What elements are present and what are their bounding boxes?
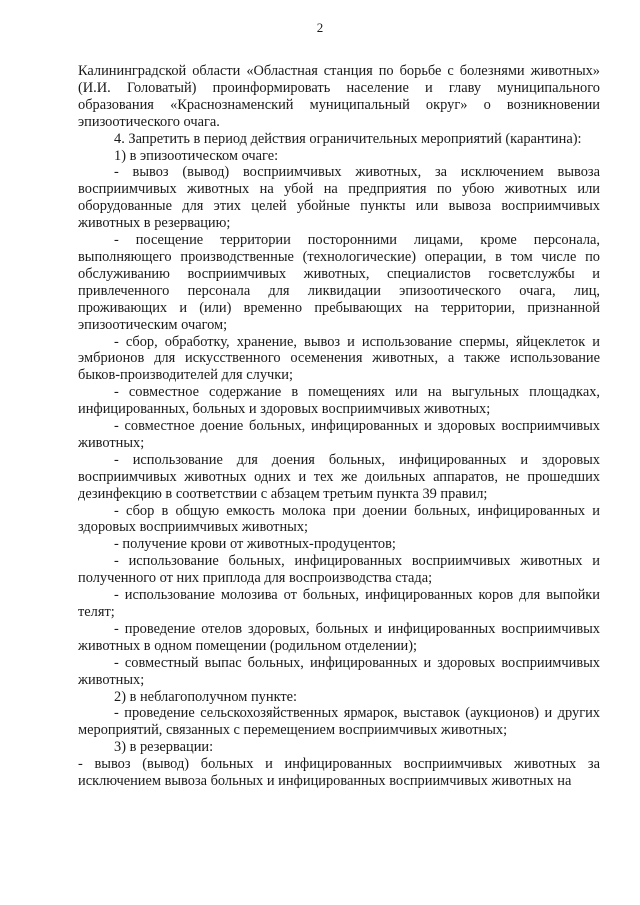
paragraph: 3) в резервации: xyxy=(114,739,214,756)
paragraph: - вывоз (вывод) восприимчивых животных, за исключением вывоза восприимчивых животных на убой на предприятия по убою животных или оборудованные для этих целей убойные пункты или вывоза восприимчивых животных в резервацию; xyxy=(78,164,600,232)
paragraph: - использование больных, инфицированных восприимчивых животных и полученного от них приплода для воспроизводства стада; xyxy=(78,553,600,587)
paragraph: 4. Запретить в период действия ограничительных мероприятий (карантина): xyxy=(114,130,582,147)
page-number: 2 xyxy=(316,20,324,35)
paragraph: - сбор в общую емкость молока при доении больных, инфицированных и здоровых восприимчивых животных; xyxy=(78,502,600,536)
paragraph: - получение крови от животных-продуцентов; xyxy=(114,536,396,553)
paragraph: - совместный выпас больных, инфицированных и здоровых восприимчивых животных; xyxy=(78,654,600,688)
paragraph: 2) в неблагополучном пункте: xyxy=(114,688,298,705)
paragraph: - вывоз (вывод) больных и инфицированных восприимчивых животных за исключением вывоза больных и инфицированных восприимчивых животных на xyxy=(78,756,600,790)
paragraph: - совместное содержание в помещениях или на выгульных площадках, инфицированных, больных и здоровых восприимчивых животных; xyxy=(78,384,600,418)
paragraph: - сбор, обработку, хранение, вывоз и использование спермы, яйцеклеток и эмбрионов для искусственного осеменения животных, а также использование быков-производителей для случки; xyxy=(78,333,600,384)
paragraph: - проведение отелов здоровых, больных и инфицированных восприимчивых животных в одном помещении (родильном отделении); xyxy=(78,620,600,654)
paragraph: - посещение территории посторонними лицами, кроме персонала, выполняющего производственные (технологические) операции, в том числе по обслуживанию восприимчивых животных, специалистов госветслужбы и привлеченного персонала для ликвидации эпизоотического очага, лиц, проживающих и (или) временно пребывающих на территории, признанной эпизоотическим очагом; xyxy=(78,232,600,333)
paragraph: - использование для доения больных, инфицированных и здоровых восприимчивых животных одних и тех же доильных аппаратов, не прошедших дезинфекцию в соответствии с абзацем третьим пункта 39 правил; xyxy=(78,451,600,502)
paragraph: - использование молозива от больных, инфицированных коров для выпойки телят; xyxy=(78,587,600,620)
document-body xyxy=(78,63,600,790)
paragraph: - совместное доение больных, инфицированных и здоровых восприимчивых животных; xyxy=(78,418,600,451)
paragraph: - проведение сельскохозяйственных ярмарок, выставок (аукционов) и других мероприятий, связанных с перемещением восприимчивых животных; xyxy=(78,705,600,739)
paragraph: 1) в эпизоотическом очаге: xyxy=(114,147,279,164)
paragraph: Калининградской области «Областная станция по борьбе с болезнями животных» (И.И. Головатый) проинформировать население и главу муниципального образования «Краснознаменский муниципальный округ» о возникновении эпизоотического очага. xyxy=(78,63,600,130)
